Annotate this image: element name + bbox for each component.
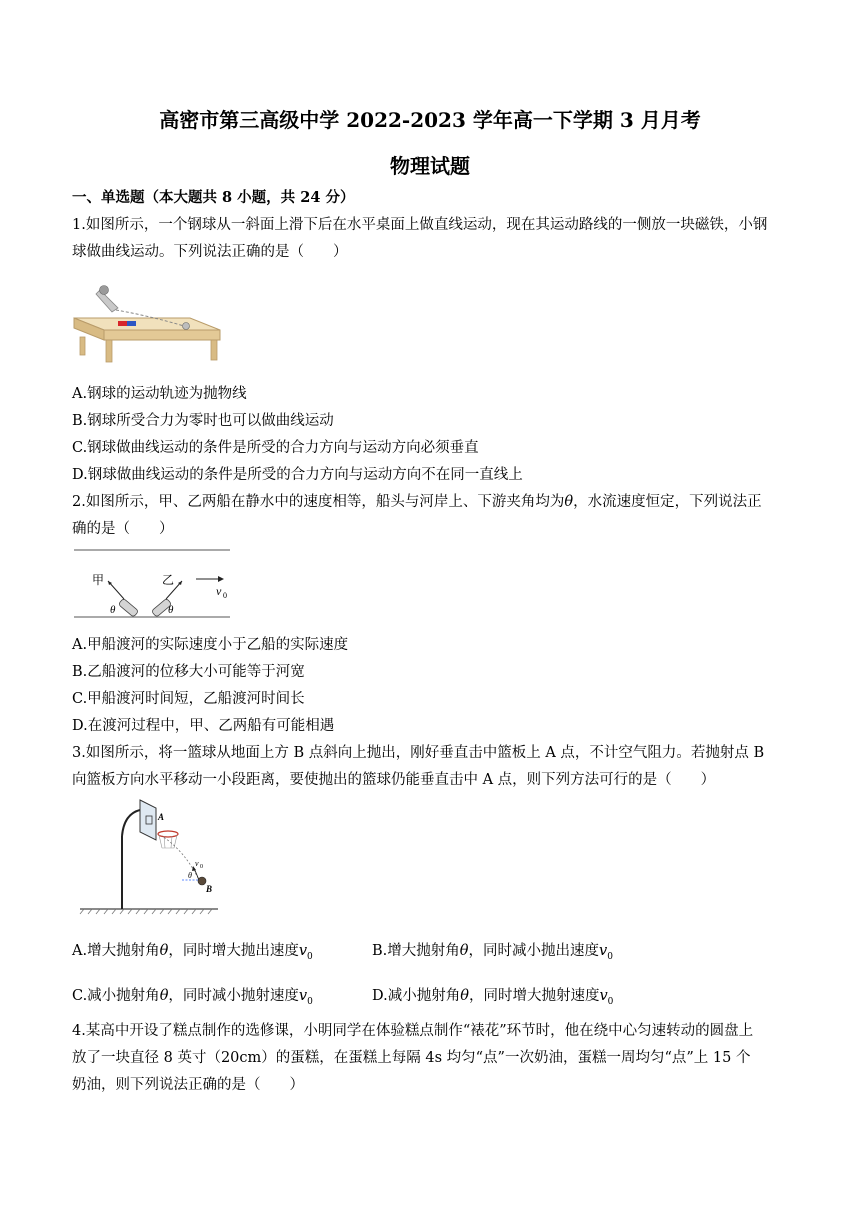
q2-option-b: B.乙船渡河的位移大小可能等于河宽 [72,664,305,680]
q3-point-a-label: A [158,812,165,822]
q1-table-magnet-figure [72,280,224,364]
page-title: 高密市第三高级中学 2022-2023 学年高一下学期 3 月月考 [159,108,701,132]
q1-option-a: A.钢球的运动轨迹为抛物线 [72,386,247,402]
q3-basketball-figure [78,796,220,916]
q3-point-b-label: B [206,884,213,894]
q2-option-d: D.在渡河过程中，甲、乙两船有可能相遇 [72,718,335,734]
q2-river-boats-figure [72,547,232,621]
q3-stem-line1: 3.如图所示，将一篮球从地面上方 B 点斜向上抛出，刚好垂直击中篮板上 A 点，不计空气阻力。若抛射点 B [72,745,765,761]
q3-stem-line2: 向篮板方向水平移动一小段距离，要使抛出的篮球仍能垂直击中 A 点，则下列方法可行的是（ ） [72,772,716,788]
q2-stem-line2: 确的是（ ） [72,521,174,537]
q4-stem-line1: 4.某高中开设了糕点制作的选修课，小明同学在体验糕点制作“裱花”环节时，他在绕中心匀速转动的圆盘上 [72,1023,754,1039]
q3-option-b: B.增大抛射角θ，同时减小抛出速度$v_0$ [372,943,613,962]
q3-angle-label: θ [188,871,192,880]
q2-angle-label-b: θ [168,604,174,616]
q1-option-c: C.钢球做曲线运动的条件是所受的合力方向与运动方向必须垂直 [72,440,479,456]
q2-label-jia: 甲 [92,573,105,587]
q4-stem-line2: 放了一块直径 8 英寸（20cm）的蛋糕，在蛋糕上每隔 4s 均匀“点”一次奶油，蛋糕一周均匀“点”上 15 个 [72,1050,751,1066]
q1-stem-line2: 球做曲线运动。下列说法正确的是（ ） [72,244,348,260]
q2-velocity-label: v [216,584,222,598]
q4-stem-line3: 奶油，则下列说法正确的是（ ） [72,1077,304,1093]
q1-option-d: D.钢球做曲线运动的条件是所受的合力方向与运动方向不在同一直线上 [72,467,523,483]
section-heading: 一、单选题（本大题共 8 小题，共 24 分） [72,189,355,206]
q2-velocity-subscript: 0 [223,591,227,600]
q3-option-c: C.减小抛射角θ，同时减小抛射速度$v_0$ [72,988,313,1007]
q1-option-b: B.钢球所受合力为零时也可以做曲线运动 [72,413,334,429]
q3-option-a: A.增大抛射角θ，同时增大抛出速度$v_0$ [72,943,313,962]
q2-option-c: C.甲船渡河时间短，乙船渡河时间长 [72,691,305,707]
q2-stem-line1: 2.如图所示，甲、乙两船在静水中的速度相等，船头与河岸上、下游夹角均为θ，水流速度恒定，下列说法正 [72,494,762,510]
q2-option-a: A.甲船渡河的实际速度小于乙船的实际速度 [72,637,349,653]
q2-label-yi: 乙 [162,573,175,587]
page-subtitle: 物理试题 [390,154,470,178]
q2-angle-label-a: θ [110,604,116,616]
q3-velocity-label: v [195,859,199,868]
q1-stem-line1: 1.如图所示，一个钢球从一斜面上滑下后在水平桌面上做直线运动，现在其运动路线的一侧放一块磁铁，小钢 [72,217,768,233]
q3-option-d: D.减小抛射角θ，同时增大抛射速度$v_0$ [372,988,614,1007]
q3-velocity-subscript: 0 [200,864,203,870]
